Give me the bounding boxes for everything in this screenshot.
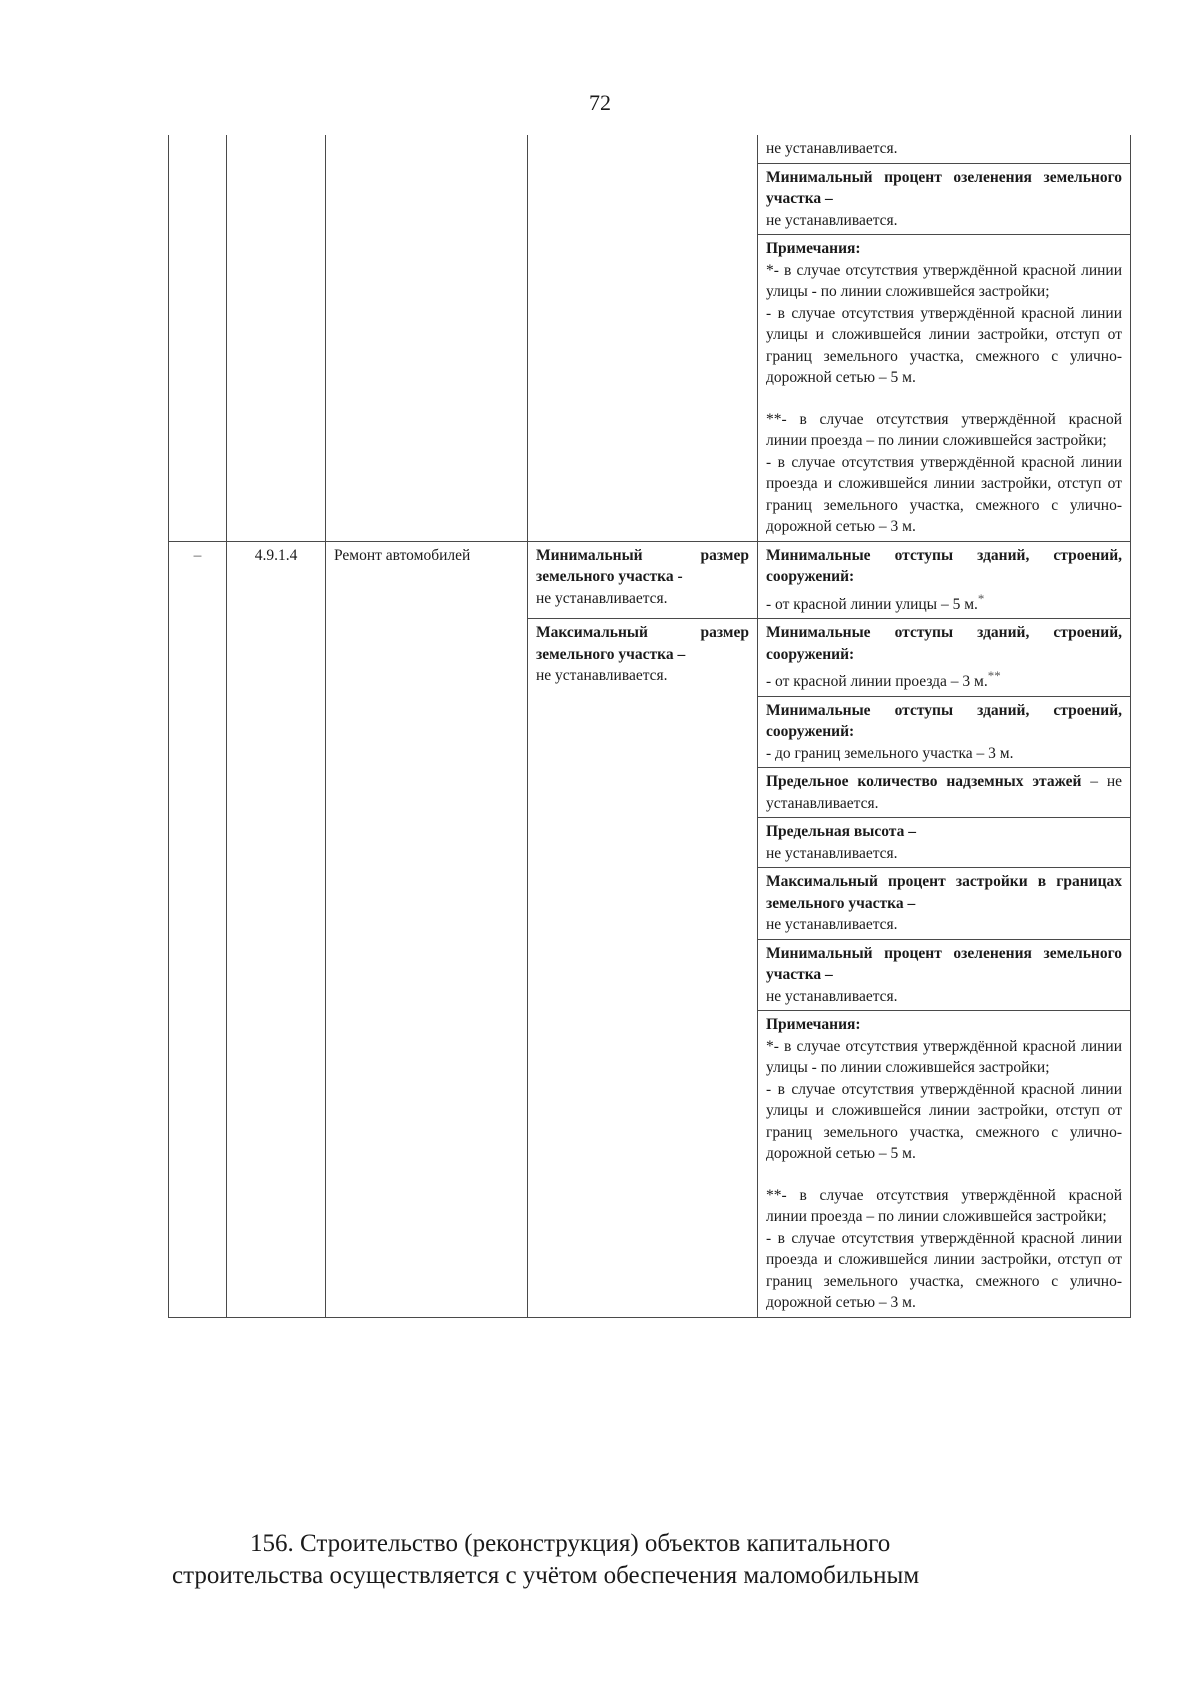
param-value: не устанавливается.	[766, 916, 898, 934]
notes-title: Примечания:	[766, 1016, 861, 1034]
param-label: Минимальный процент озеленения земельного участка –	[766, 944, 1122, 984]
paragraph-line-2: строительства осуществляется с учётом обеспечения маломобильным	[172, 1562, 920, 1589]
size-value: не устанавливается.	[536, 667, 668, 685]
param-value: не устанавливается.	[766, 844, 898, 862]
param-value: - от красной линии проезда – 3 м.	[766, 673, 988, 691]
footnote-mark: *	[977, 590, 985, 606]
continuation-row	[169, 135, 1131, 163]
param-cell	[758, 135, 1131, 163]
notes-title: Примечания:	[766, 240, 861, 257]
param-cell	[758, 163, 1131, 235]
param-label: Предельное количество надземных этажей	[766, 773, 1082, 791]
note-text: - в случае отсутствия утверждённой красной линии улицы и сложившейся линии застройки, отступ от границ земельного участка, смежного с улично-дорожной сетью – 5 м.	[766, 1080, 1122, 1163]
page-number: 72	[589, 90, 611, 115]
size-label: Максимальный размер земельного участка –	[536, 624, 749, 663]
code-cell: 4.9.1.4	[227, 541, 326, 1317]
param-cell	[758, 696, 1131, 768]
param-value: - от красной линии улицы – 5 м.	[766, 595, 978, 613]
paragraph-line-1: 156. Строительство (реконструкция) объектов капитального	[250, 1530, 891, 1557]
name-cell: Ремонт автомобилей	[326, 541, 528, 1317]
notes-cell	[758, 235, 1131, 542]
param-value: - до границ земельного участка – 3 м.	[766, 744, 1014, 762]
footnote-mark: **	[987, 668, 1001, 684]
note-text: - в случае отсутствия утверждённой красной линии улицы и сложившейся линии застройки, отступ от границ земельного участка, смежного с улично-дорожной сетью – 5 м.	[766, 304, 1122, 386]
param-label: Предельная высота –	[766, 823, 916, 841]
param-cell	[758, 541, 1131, 619]
num-cell	[169, 541, 227, 1317]
size-value: не устанавливается.	[536, 589, 668, 607]
param-label: Минимальные отступы зданий, строений, сооружений:	[766, 624, 1122, 663]
param-value: не устанавливается.	[766, 140, 898, 157]
num-cell	[169, 135, 227, 541]
note-text: - в случае отсутствия утверждённой красной линии проезда и сложившейся линии застройки, отступ от границ земельного участка, смежного с улично-дорожной сетью – 3 м.	[766, 453, 1122, 535]
size-cell	[528, 135, 758, 541]
size-label: Минимальный размер земельного участка -	[536, 546, 749, 585]
note-text: **- в случае отсутствия утверждённой красной линии проезда – по линии сложившейся застройки;	[766, 1186, 1122, 1226]
param-cell	[758, 818, 1131, 868]
param-label: Минимальный процент озеленения земельного участка –	[766, 168, 1122, 207]
param-label: Минимальные отступы зданий, строений, сооружений:	[766, 701, 1122, 741]
param-value: не устанавливается.	[766, 987, 898, 1005]
note-text: *- в случае отсутствия утверждённой красной линии улицы - по линии сложившейся застройки;	[766, 1037, 1122, 1077]
param-value: – не устанавливается.	[766, 773, 1122, 812]
name-cell	[326, 135, 528, 541]
note-text: - в случае отсутствия утверждённой красной линии проезда и сложившейся линии застройки, отступ от границ земельного участка, смежного с улично-дорожной сетью – 3 м.	[766, 1229, 1122, 1312]
param-cell	[758, 619, 1131, 697]
table-row	[169, 541, 1131, 619]
param-label: Максимальный процент застройки в границах земельного участка –	[766, 873, 1122, 912]
param-label: Минимальные отступы зданий, строений, сооружений:	[766, 546, 1122, 585]
param-value: не устанавливается.	[766, 211, 898, 229]
regulations-table	[168, 135, 1131, 1318]
notes-cell	[758, 1011, 1131, 1318]
note-text: *- в случае отсутствия утверждённой красной линии улицы - по линии сложившейся застройки;	[766, 261, 1122, 300]
note-text: **- в случае отсутствия утверждённой красной линии проезда – по линии сложившейся застройки;	[766, 410, 1122, 449]
row-number: –	[193, 546, 202, 564]
code-cell	[227, 135, 326, 541]
size-cell	[528, 619, 758, 1318]
param-cell	[758, 768, 1131, 818]
size-cell	[528, 541, 758, 619]
param-cell	[758, 939, 1131, 1011]
param-cell	[758, 868, 1131, 940]
